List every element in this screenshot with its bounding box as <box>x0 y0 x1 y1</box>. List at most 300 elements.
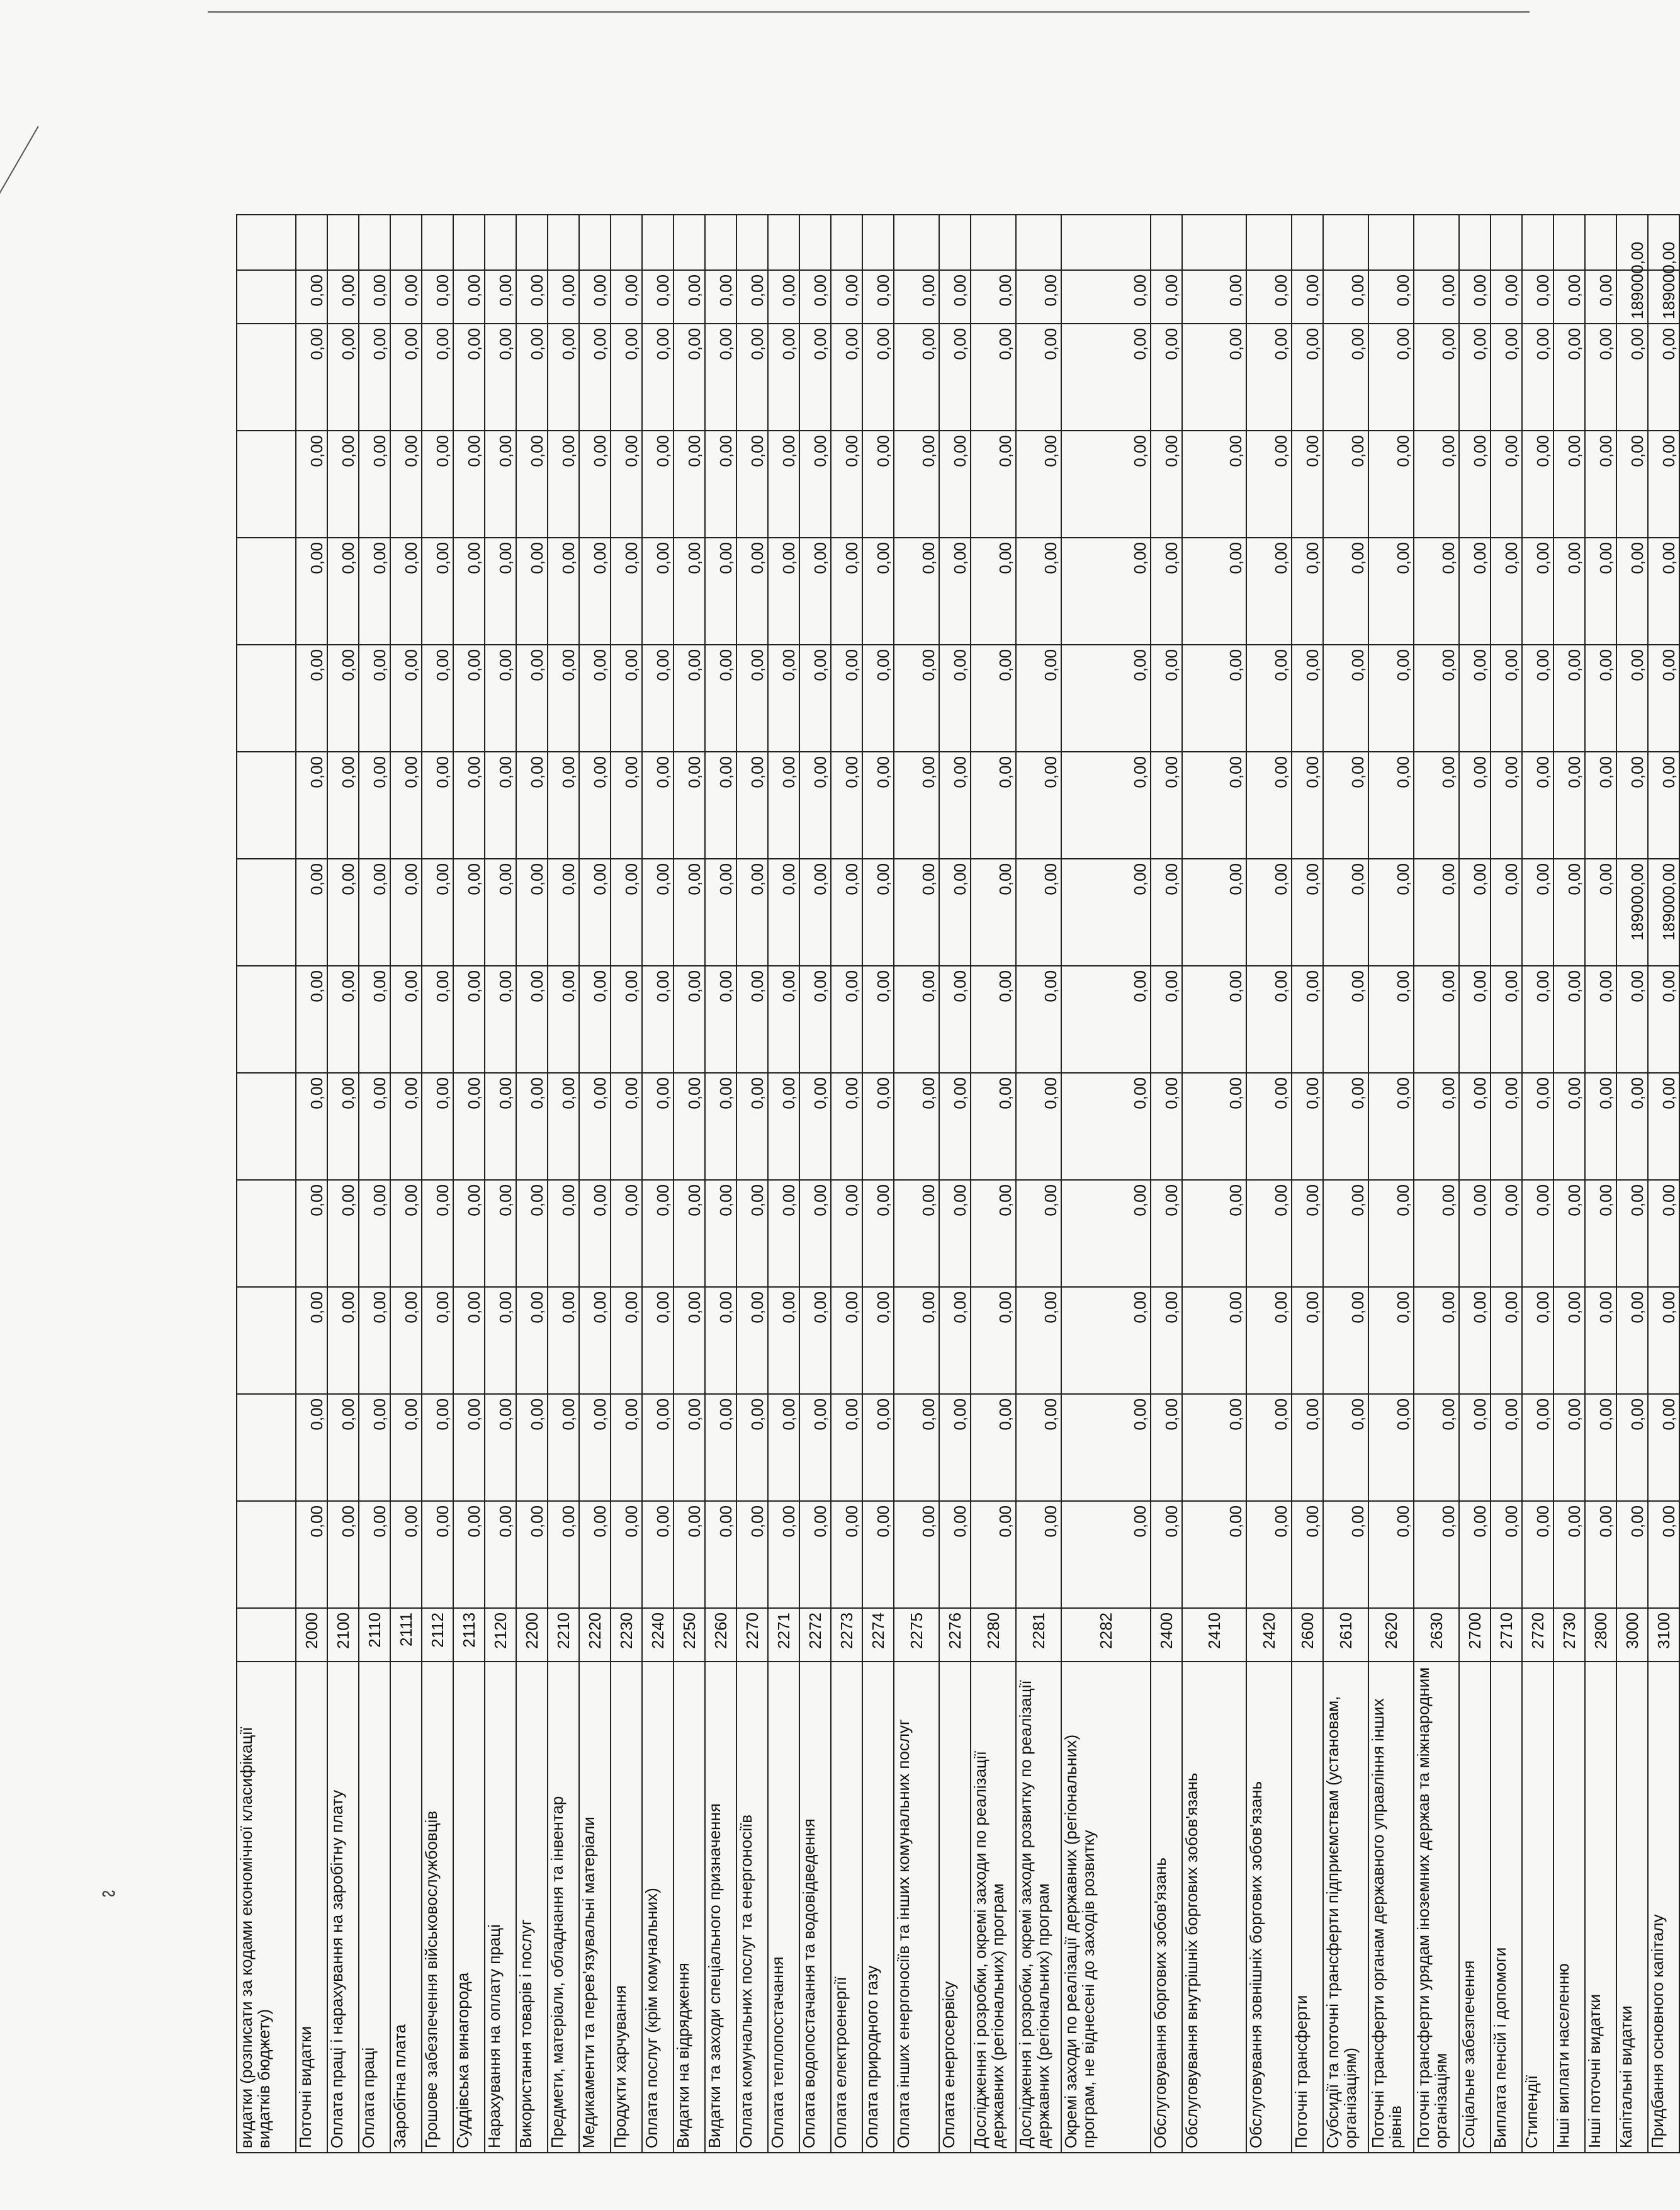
amount-cell: 0,00 <box>831 324 862 431</box>
expense-name-cell: Поточні трансферти урядам іноземних держав та міжнародним організаціям <box>1414 1662 1459 2153</box>
amount-cell: 0,00 <box>971 431 1016 538</box>
amount-cell: 0,00 <box>611 538 642 645</box>
amount-cell: 0,00 <box>768 966 799 1073</box>
amount-cell: 0,00 <box>1522 431 1553 538</box>
amount-cell: 0,00 <box>1553 752 1585 859</box>
expense-name-cell: Інші поточні видатки <box>1585 1662 1616 2153</box>
amount-cell: 0,00 <box>674 1180 705 1287</box>
amount-cell: 0,00 <box>359 270 390 324</box>
amount-cell: 0,00 <box>548 1287 579 1394</box>
amount-cell: 0,00 <box>1151 1180 1182 1287</box>
amount-cell: 0,00 <box>736 1394 768 1501</box>
amount-cell: 0,00 <box>1491 1073 1522 1180</box>
amount-cell: 0,00 <box>894 270 939 324</box>
table-row <box>674 215 705 2153</box>
amount-cell: 0,00 <box>939 1073 971 1180</box>
amount-cell: 0,00 <box>1459 1394 1491 1501</box>
amount-cell: 0,00 <box>642 538 674 645</box>
amount-cell: 0,00 <box>1246 270 1292 324</box>
amount-cell: 0,00 <box>674 1394 705 1501</box>
amount-cell: 0,00 <box>485 538 516 645</box>
amount-cell: 0,00 <box>1246 1287 1292 1394</box>
scan-artifact-line <box>208 11 1530 13</box>
amount-cell: 0,00 <box>1522 1501 1553 1608</box>
amount-cell: 0,00 <box>1414 1073 1459 1180</box>
amount-cell: 0,00 <box>1246 859 1292 966</box>
empty-cell <box>1491 215 1522 270</box>
expense-code-cell: 2250 <box>674 1608 705 1662</box>
amount-cell: 0,00 <box>390 1287 422 1394</box>
amount-cell: 0,00 <box>327 1501 359 1608</box>
amount-cell: 0,00 <box>548 324 579 431</box>
amount-cell <box>237 270 296 324</box>
amount-cell: 0,00 <box>1061 1394 1151 1501</box>
expense-name-cell: Оплата водопостачання та водовідведення <box>799 1662 831 2153</box>
amount-cell: 0,00 <box>674 1073 705 1180</box>
amount-cell: 0,00 <box>1491 431 1522 538</box>
amount-cell: 0,00 <box>1292 1394 1323 1501</box>
amount-cell: 0,00 <box>736 324 768 431</box>
table-row <box>1491 215 1522 2153</box>
expenditure-table <box>236 214 1680 2153</box>
amount-cell: 0,00 <box>453 431 485 538</box>
amount-cell: 0,00 <box>516 324 548 431</box>
amount-cell: 0,00 <box>705 752 736 859</box>
amount-cell: 0,00 <box>516 1501 548 1608</box>
amount-cell: 0,00 <box>705 324 736 431</box>
amount-cell: 0,00 <box>642 324 674 431</box>
amount-cell: 0,00 <box>1151 431 1182 538</box>
amount-cell: 0,00 <box>768 324 799 431</box>
amount-cell: 0,00 <box>642 431 674 538</box>
amount-cell: 0,00 <box>971 1073 1016 1180</box>
scan-artifact-mark: ∾ <box>101 1883 117 1904</box>
amount-cell: 0,00 <box>1616 966 1648 1073</box>
expense-code-cell: 2113 <box>453 1608 485 1662</box>
amount-cell: 0,00 <box>1522 270 1553 324</box>
amount-cell: 0,00 <box>548 1180 579 1287</box>
amount-cell: 0,00 <box>1491 324 1522 431</box>
amount-cell: 0,00 <box>1061 431 1151 538</box>
expense-code-cell: 2270 <box>736 1608 768 1662</box>
amount-cell: 0,00 <box>1522 324 1553 431</box>
amount-cell: 0,00 <box>642 1501 674 1608</box>
amount-cell: 0,00 <box>1616 431 1648 538</box>
amount-cell: 0,00 <box>1459 1180 1491 1287</box>
amount-cell: 0,00 <box>705 1073 736 1180</box>
expense-code-cell: 2800 <box>1585 1608 1616 1662</box>
amount-cell: 0,00 <box>705 270 736 324</box>
amount-cell: 0,00 <box>1182 1501 1246 1608</box>
amount-cell: 0,00 <box>1459 324 1491 431</box>
amount-cell: 0,00 <box>1414 431 1459 538</box>
amount-cell: 0,00 <box>359 538 390 645</box>
amount-cell: 0,00 <box>1522 1073 1553 1180</box>
amount-cell: 0,00 <box>1151 1394 1182 1501</box>
amount-cell <box>237 431 296 538</box>
amount-cell: 0,00 <box>1522 859 1553 966</box>
amount-cell: 0,00 <box>1522 645 1553 752</box>
amount-cell: 0,00 <box>1323 431 1368 538</box>
amount-cell: 189000,00 <box>1616 859 1648 966</box>
amount-cell: 0,00 <box>862 1394 894 1501</box>
amount-cell: 0,00 <box>1292 1073 1323 1180</box>
amount-cell: 0,00 <box>705 1394 736 1501</box>
expense-code-cell: 2630 <box>1414 1608 1459 1662</box>
amount-cell: 0,00 <box>485 645 516 752</box>
expense-code-cell: 2240 <box>642 1608 674 1662</box>
amount-cell: 0,00 <box>1323 270 1368 324</box>
amount-cell: 0,00 <box>1585 324 1616 431</box>
amount-cell: 0,00 <box>768 1394 799 1501</box>
expense-name-cell: Окремі заходи по реалізації державних (регіональних) програм, не віднесені до заходів розвитку <box>1061 1662 1151 2153</box>
amount-cell: 0,00 <box>327 859 359 966</box>
amount-cell: 0,00 <box>390 966 422 1073</box>
amount-cell: 0,00 <box>862 1073 894 1180</box>
amount-cell <box>237 752 296 859</box>
amount-cell: 0,00 <box>1553 645 1585 752</box>
amount-cell: 0,00 <box>939 1501 971 1608</box>
empty-cell <box>1151 215 1182 270</box>
amount-cell: 0,00 <box>1616 538 1648 645</box>
amount-cell: 0,00 <box>548 1501 579 1608</box>
amount-cell: 0,00 <box>799 1394 831 1501</box>
expense-name-cell: Оплата теплопостачання <box>768 1662 799 2153</box>
amount-cell: 0,00 <box>422 859 453 966</box>
amount-cell: 0,00 <box>485 752 516 859</box>
amount-cell: 0,00 <box>359 1180 390 1287</box>
amount-cell: 0,00 <box>1061 1073 1151 1180</box>
amount-cell: 0,00 <box>831 645 862 752</box>
amount-cell: 0,00 <box>971 538 1016 645</box>
amount-cell: 0,00 <box>799 538 831 645</box>
amount-cell: 189000,00 <box>1616 270 1648 324</box>
expense-name-cell: Стипендії <box>1522 1662 1553 2153</box>
amount-cell: 0,00 <box>359 859 390 966</box>
amount-cell: 0,00 <box>422 431 453 538</box>
amount-cell: 0,00 <box>862 859 894 966</box>
amount-cell: 0,00 <box>1522 1180 1553 1287</box>
expense-name-cell: Поточні трансферти органам державного управління інших рівнів <box>1368 1662 1414 2153</box>
amount-cell: 0,00 <box>359 1287 390 1394</box>
amount-cell: 0,00 <box>579 752 611 859</box>
amount-cell: 0,00 <box>1292 1287 1323 1394</box>
amount-cell: 0,00 <box>579 966 611 1073</box>
amount-cell: 0,00 <box>939 966 971 1073</box>
amount-cell: 0,00 <box>327 538 359 645</box>
amount-cell: 0,00 <box>1459 859 1491 966</box>
amount-cell: 0,00 <box>1292 1180 1323 1287</box>
amount-cell: 0,00 <box>548 859 579 966</box>
amount-cell: 0,00 <box>611 752 642 859</box>
amount-cell: 0,00 <box>1648 1180 1679 1287</box>
amount-cell: 0,00 <box>1459 645 1491 752</box>
amount-cell: 0,00 <box>705 431 736 538</box>
amount-cell: 0,00 <box>611 270 642 324</box>
amount-cell: 0,00 <box>390 538 422 645</box>
amount-cell: 0,00 <box>296 431 327 538</box>
table-row <box>1061 215 1151 2153</box>
empty-cell <box>1585 215 1616 270</box>
amount-cell: 0,00 <box>674 538 705 645</box>
amount-cell: 0,00 <box>1648 324 1679 431</box>
amount-cell: 0,00 <box>799 645 831 752</box>
table-body <box>237 215 1679 2153</box>
amount-cell: 0,00 <box>327 1394 359 1501</box>
amount-cell: 0,00 <box>674 752 705 859</box>
amount-cell: 0,00 <box>485 1501 516 1608</box>
amount-cell: 0,00 <box>971 1180 1016 1287</box>
amount-cell: 0,00 <box>862 538 894 645</box>
amount-cell: 0,00 <box>1522 966 1553 1073</box>
amount-cell: 0,00 <box>579 645 611 752</box>
amount-cell: 0,00 <box>453 752 485 859</box>
amount-cell: 0,00 <box>327 752 359 859</box>
amount-cell: 0,00 <box>1368 538 1414 645</box>
amount-cell: 0,00 <box>1459 966 1491 1073</box>
amount-cell: 0,00 <box>1292 752 1323 859</box>
amount-cell: 0,00 <box>1616 1287 1648 1394</box>
amount-cell: 0,00 <box>1061 324 1151 431</box>
empty-cell <box>1182 215 1246 270</box>
expense-name-cell: Капітальні видатки <box>1616 1662 1648 2153</box>
amount-cell: 0,00 <box>422 966 453 1073</box>
amount-cell: 0,00 <box>894 1073 939 1180</box>
amount-cell: 0,00 <box>768 859 799 966</box>
empty-cell <box>736 215 768 270</box>
amount-cell: 0,00 <box>390 859 422 966</box>
expense-code-cell: 2410 <box>1182 1608 1246 1662</box>
amount-cell: 0,00 <box>862 431 894 538</box>
amount-cell: 0,00 <box>1491 1501 1522 1608</box>
amount-cell: 0,00 <box>1491 538 1522 645</box>
amount-cell: 0,00 <box>1182 752 1246 859</box>
amount-cell: 0,00 <box>453 270 485 324</box>
amount-cell: 0,00 <box>485 1180 516 1287</box>
amount-cell: 0,00 <box>1616 1394 1648 1501</box>
amount-cell: 0,00 <box>579 538 611 645</box>
amount-cell: 0,00 <box>485 270 516 324</box>
amount-cell: 0,00 <box>1016 859 1061 966</box>
amount-cell: 0,00 <box>1368 1287 1414 1394</box>
amount-cell: 0,00 <box>1016 752 1061 859</box>
amount-cell: 0,00 <box>674 324 705 431</box>
expense-code-cell: 2710 <box>1491 1608 1522 1662</box>
amount-cell: 0,00 <box>1522 1287 1553 1394</box>
amount-cell: 0,00 <box>453 1394 485 1501</box>
amount-cell: 0,00 <box>894 1180 939 1287</box>
amount-cell: 0,00 <box>642 645 674 752</box>
amount-cell: 0,00 <box>327 645 359 752</box>
empty-cell <box>799 215 831 270</box>
amount-cell: 0,00 <box>939 1180 971 1287</box>
amount-cell: 0,00 <box>1648 431 1679 538</box>
amount-cell: 0,00 <box>799 1501 831 1608</box>
amount-cell: 0,00 <box>453 859 485 966</box>
amount-cell: 0,00 <box>327 1287 359 1394</box>
expense-name-cell: Оплата комунальних послуг та енергоносіїв <box>736 1662 768 2153</box>
amount-cell: 0,00 <box>485 1073 516 1180</box>
amount-cell: 0,00 <box>579 1180 611 1287</box>
amount-cell: 0,00 <box>674 270 705 324</box>
amount-cell: 0,00 <box>485 324 516 431</box>
amount-cell: 0,00 <box>1491 966 1522 1073</box>
amount-cell: 0,00 <box>1414 538 1459 645</box>
table-row <box>1616 215 1648 2153</box>
expense-code-cell: 2700 <box>1459 1608 1491 1662</box>
amount-cell: 0,00 <box>1368 324 1414 431</box>
amount-cell: 0,00 <box>1151 752 1182 859</box>
expense-name-cell: Субсидії та поточні трансферти підприємствам (установам, організаціям) <box>1323 1662 1368 2153</box>
table-row <box>359 215 390 2153</box>
amount-cell: 0,00 <box>1246 645 1292 752</box>
empty-cell <box>516 215 548 270</box>
amount-cell: 0,00 <box>1292 966 1323 1073</box>
table-row <box>862 215 894 2153</box>
amount-cell: 0,00 <box>1323 966 1368 1073</box>
expense-code-cell <box>237 1608 296 1662</box>
amount-cell: 0,00 <box>1016 1073 1061 1180</box>
amount-cell: 0,00 <box>971 270 1016 324</box>
amount-cell: 0,00 <box>1553 966 1585 1073</box>
amount-cell: 0,00 <box>736 1287 768 1394</box>
amount-cell: 0,00 <box>1368 431 1414 538</box>
empty-cell <box>296 215 327 270</box>
amount-cell: 0,00 <box>1323 1501 1368 1608</box>
amount-cell: 0,00 <box>1368 1501 1414 1608</box>
amount-cell: 0,00 <box>1648 966 1679 1073</box>
expense-code-cell: 2276 <box>939 1608 971 1662</box>
amount-cell: 0,00 <box>894 1287 939 1394</box>
amount-cell: 0,00 <box>1323 859 1368 966</box>
amount-cell: 0,00 <box>1648 752 1679 859</box>
amount-cell: 0,00 <box>422 752 453 859</box>
amount-cell: 0,00 <box>1246 1073 1292 1180</box>
amount-cell <box>237 1394 296 1501</box>
table-row <box>736 215 768 2153</box>
expense-code-cell: 2281 <box>1016 1608 1061 1662</box>
table-row <box>422 215 453 2153</box>
amount-cell: 0,00 <box>516 1394 548 1501</box>
empty-cell <box>485 215 516 270</box>
amount-cell: 0,00 <box>516 431 548 538</box>
amount-cell: 0,00 <box>939 324 971 431</box>
amount-cell: 0,00 <box>579 1501 611 1608</box>
amount-cell: 0,00 <box>359 645 390 752</box>
amount-cell: 0,00 <box>799 1073 831 1180</box>
amount-cell: 0,00 <box>768 538 799 645</box>
amount-cell: 0,00 <box>894 538 939 645</box>
amount-cell: 0,00 <box>296 538 327 645</box>
amount-cell: 0,00 <box>1553 324 1585 431</box>
amount-cell: 0,00 <box>359 752 390 859</box>
amount-cell: 0,00 <box>831 1287 862 1394</box>
amount-cell: 0,00 <box>390 1073 422 1180</box>
amount-cell <box>237 859 296 966</box>
amount-cell: 0,00 <box>1553 1501 1585 1608</box>
amount-cell: 0,00 <box>390 1501 422 1608</box>
amount-cell: 0,00 <box>1414 966 1459 1073</box>
amount-cell: 0,00 <box>799 966 831 1073</box>
rotated-page <box>236 214 1680 2153</box>
amount-cell: 0,00 <box>1323 1180 1368 1287</box>
table-row <box>1151 215 1182 2153</box>
amount-cell: 0,00 <box>894 966 939 1073</box>
amount-cell: 0,00 <box>768 1180 799 1287</box>
amount-cell: 0,00 <box>1323 324 1368 431</box>
table-row <box>1323 215 1368 2153</box>
amount-cell: 0,00 <box>1182 538 1246 645</box>
amount-cell: 0,00 <box>1491 645 1522 752</box>
amount-cell: 0,00 <box>799 324 831 431</box>
amount-cell: 0,00 <box>1414 752 1459 859</box>
amount-cell: 0,00 <box>1016 645 1061 752</box>
amount-cell: 0,00 <box>1182 324 1246 431</box>
amount-cell: 0,00 <box>422 1287 453 1394</box>
scan-artifact-line <box>0 126 39 301</box>
expense-name-cell: Оплата праці <box>359 1662 390 2153</box>
amount-cell: 0,00 <box>1414 1180 1459 1287</box>
amount-cell: 0,00 <box>1585 859 1616 966</box>
amount-cell: 0,00 <box>1292 645 1323 752</box>
amount-cell: 0,00 <box>674 859 705 966</box>
amount-cell: 0,00 <box>939 859 971 966</box>
amount-cell: 0,00 <box>1016 966 1061 1073</box>
amount-cell: 0,00 <box>1648 1073 1679 1180</box>
amount-cell <box>237 1501 296 1608</box>
amount-cell: 0,00 <box>296 645 327 752</box>
amount-cell: 0,00 <box>1368 1180 1414 1287</box>
amount-cell: 0,00 <box>1246 431 1292 538</box>
amount-cell: 0,00 <box>327 324 359 431</box>
amount-cell: 0,00 <box>831 1501 862 1608</box>
amount-cell: 0,00 <box>1016 1180 1061 1287</box>
amount-cell: 0,00 <box>359 431 390 538</box>
amount-cell: 0,00 <box>390 1180 422 1287</box>
amount-cell: 0,00 <box>736 966 768 1073</box>
amount-cell: 0,00 <box>1585 538 1616 645</box>
expense-name-cell: Обслуговування боргових зобов'язань <box>1151 1662 1182 2153</box>
expense-name-cell: Поточні видатки <box>296 1662 327 2153</box>
table-row <box>516 215 548 2153</box>
amount-cell: 0,00 <box>939 270 971 324</box>
expense-code-cell: 2220 <box>579 1608 611 1662</box>
amount-cell: 0,00 <box>485 1287 516 1394</box>
empty-cell <box>642 215 674 270</box>
amount-cell: 0,00 <box>1553 1073 1585 1180</box>
amount-cell: 0,00 <box>516 1073 548 1180</box>
amount-cell: 0,00 <box>1368 645 1414 752</box>
amount-cell: 0,00 <box>862 270 894 324</box>
amount-cell: 0,00 <box>1151 538 1182 645</box>
amount-cell: 0,00 <box>611 431 642 538</box>
amount-cell: 0,00 <box>1182 1073 1246 1180</box>
empty-cell <box>548 215 579 270</box>
amount-cell: 0,00 <box>1151 645 1182 752</box>
amount-cell: 0,00 <box>1491 1287 1522 1394</box>
amount-cell: 0,00 <box>862 752 894 859</box>
amount-cell: 0,00 <box>1585 431 1616 538</box>
expense-name-cell: Медикаменти та перев'язувальні матеріали <box>579 1662 611 2153</box>
empty-cell <box>453 215 485 270</box>
amount-cell: 0,00 <box>1182 859 1246 966</box>
amount-cell: 189000,00 <box>1648 270 1679 324</box>
empty-cell <box>237 215 296 270</box>
amount-cell: 0,00 <box>1648 1287 1679 1394</box>
expense-name-cell: Суддівська винагорода <box>453 1662 485 2153</box>
amount-cell: 0,00 <box>296 324 327 431</box>
table-row <box>1414 215 1459 2153</box>
